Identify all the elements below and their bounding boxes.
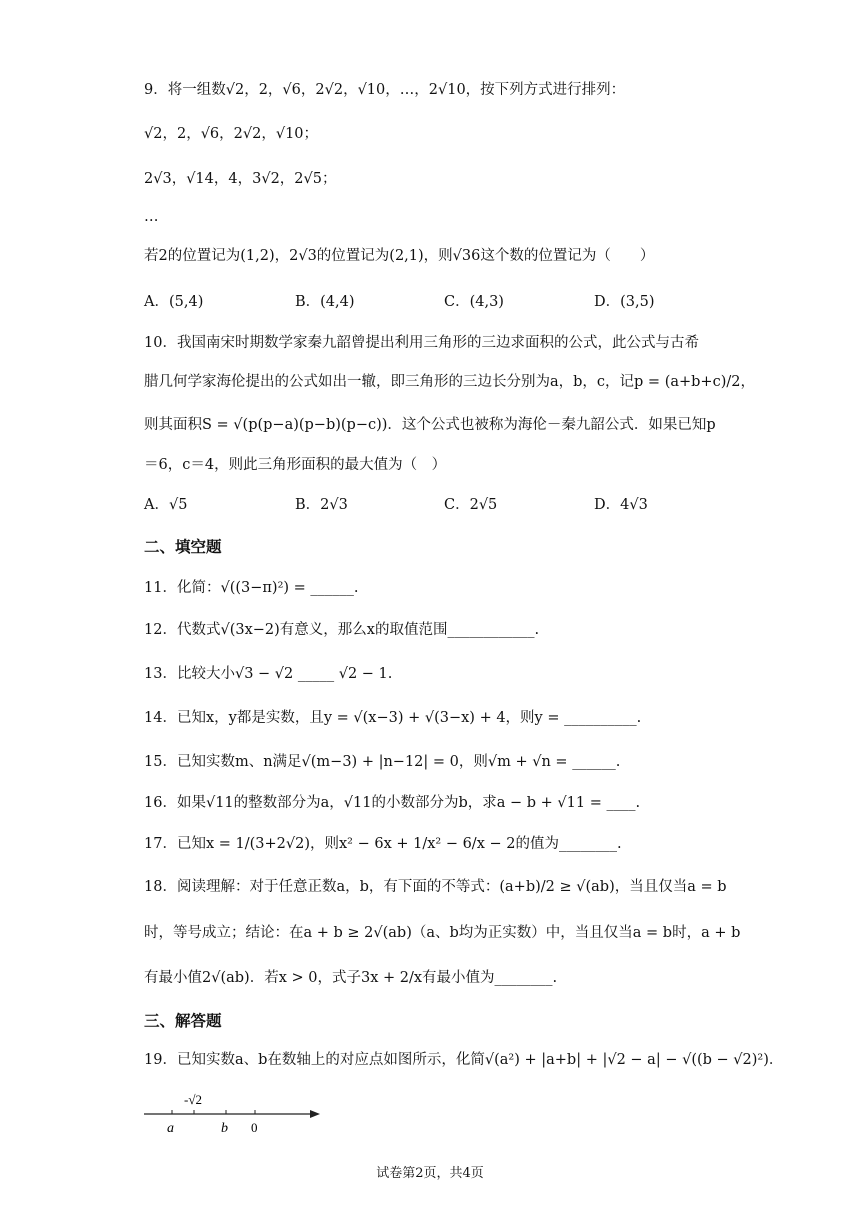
q9-option-d: D．(3,5) <box>594 294 655 310</box>
number-line-arrow-icon <box>310 1110 320 1118</box>
question-10-line-2: 腊几何学家海伦提出的公式如出一辙，即三角形的三边长分别为a，b，c，记p = (a+b+c)/2， <box>144 374 755 390</box>
number-line-figure <box>144 1090 334 1138</box>
label-b: b <box>221 1121 228 1136</box>
question-9-line-5: 若2的位置记为(1,2)，2√3的位置记为(2,1)，则√36这个数的位置记为（ ） <box>144 248 655 264</box>
question-10-line-1: 10．我国南宋时期数学家秦九韶曾提出利用三角形的三边求面积的公式，此公式与古希 <box>144 335 699 351</box>
question-14: 14．已知x，y都是实数，且y = √(x−3) + √(3−x) + 4，则y = __________. <box>144 710 642 726</box>
question-9-line-1: 9．将一组数√2，2，√6，2√2，√10，…，2√10，按下列方式进行排列： <box>144 82 626 98</box>
label-neg-sqrt2: -√2 <box>184 1092 202 1107</box>
question-9-line-4: … <box>144 209 159 225</box>
question-15: 15．已知实数m、n满足√(m−3) + |n−12| = 0，则√m + √n = ______. <box>144 754 621 770</box>
q9-option-a: A．(5,4) <box>144 294 204 310</box>
q10-option-c: C．2√5 <box>444 497 498 513</box>
question-17: 17．已知x = 1/(3+2√2)，则x² − 6x + 1/x² − 6/x − 2的值为________. <box>144 836 622 852</box>
question-16: 16．如果√11的整数部分为a，√11的小数部分为b，求a − b + √11 = ____. <box>144 795 641 811</box>
q9-option-b: B．(4,4) <box>295 294 355 310</box>
question-11: 11．化简：√((3−π)²) = ______. <box>144 580 359 596</box>
q10-option-d: D．4√3 <box>594 497 648 513</box>
q10-option-b: B．2√3 <box>295 497 348 513</box>
question-18-line-3: 有最小值2√(ab)．若x > 0，式子3x + 2/x有最小值为________. <box>144 970 558 986</box>
q9-option-c: C．(4,3) <box>444 294 504 310</box>
page-footer: 试卷第2页，共4页 <box>376 1166 484 1181</box>
section-heading-fill-in: 二、填空题 <box>144 538 222 556</box>
question-9-line-3: 2√3，√14，4，3√2，2√5； <box>144 171 337 187</box>
question-10-line-3: 则其面积S = √(p(p−a)(p−b)(p−c))．这个公式也被称为海伦－秦九韶公式．如果已知p <box>144 417 716 433</box>
question-10-line-4: ＝6，c＝4，则此三角形面积的最大值为（ ） <box>144 457 447 473</box>
question-12: 12．代数式√(3x−2)有意义，那么x的取值范围____________. <box>144 622 540 638</box>
label-a: a <box>167 1121 174 1136</box>
section-heading-solve: 三、解答题 <box>144 1012 222 1030</box>
q10-option-a: A．√5 <box>144 497 188 513</box>
label-zero: 0 <box>251 1120 258 1135</box>
question-19: 19．已知实数a、b在数轴上的对应点如图所示，化简√(a²) + |a+b| + |√2 − a| − √((b − √2)²)． <box>144 1052 784 1068</box>
question-9-line-2: √2，2，√6，2√2，√10； <box>144 126 319 142</box>
question-18-line-1: 18．阅读理解：对于任意正数a，b，有下面的不等式：(a+b)/2 ≥ √(ab)，当且仅当a = b <box>144 879 727 895</box>
question-13: 13．比较大小√3 − √2 _____ √2 − 1. <box>144 666 393 682</box>
question-18-line-2: 时，等号成立；结论：在a + b ≥ 2√(ab)（a、b均为正实数）中，当且仅当a = b时，a + b <box>144 925 741 941</box>
